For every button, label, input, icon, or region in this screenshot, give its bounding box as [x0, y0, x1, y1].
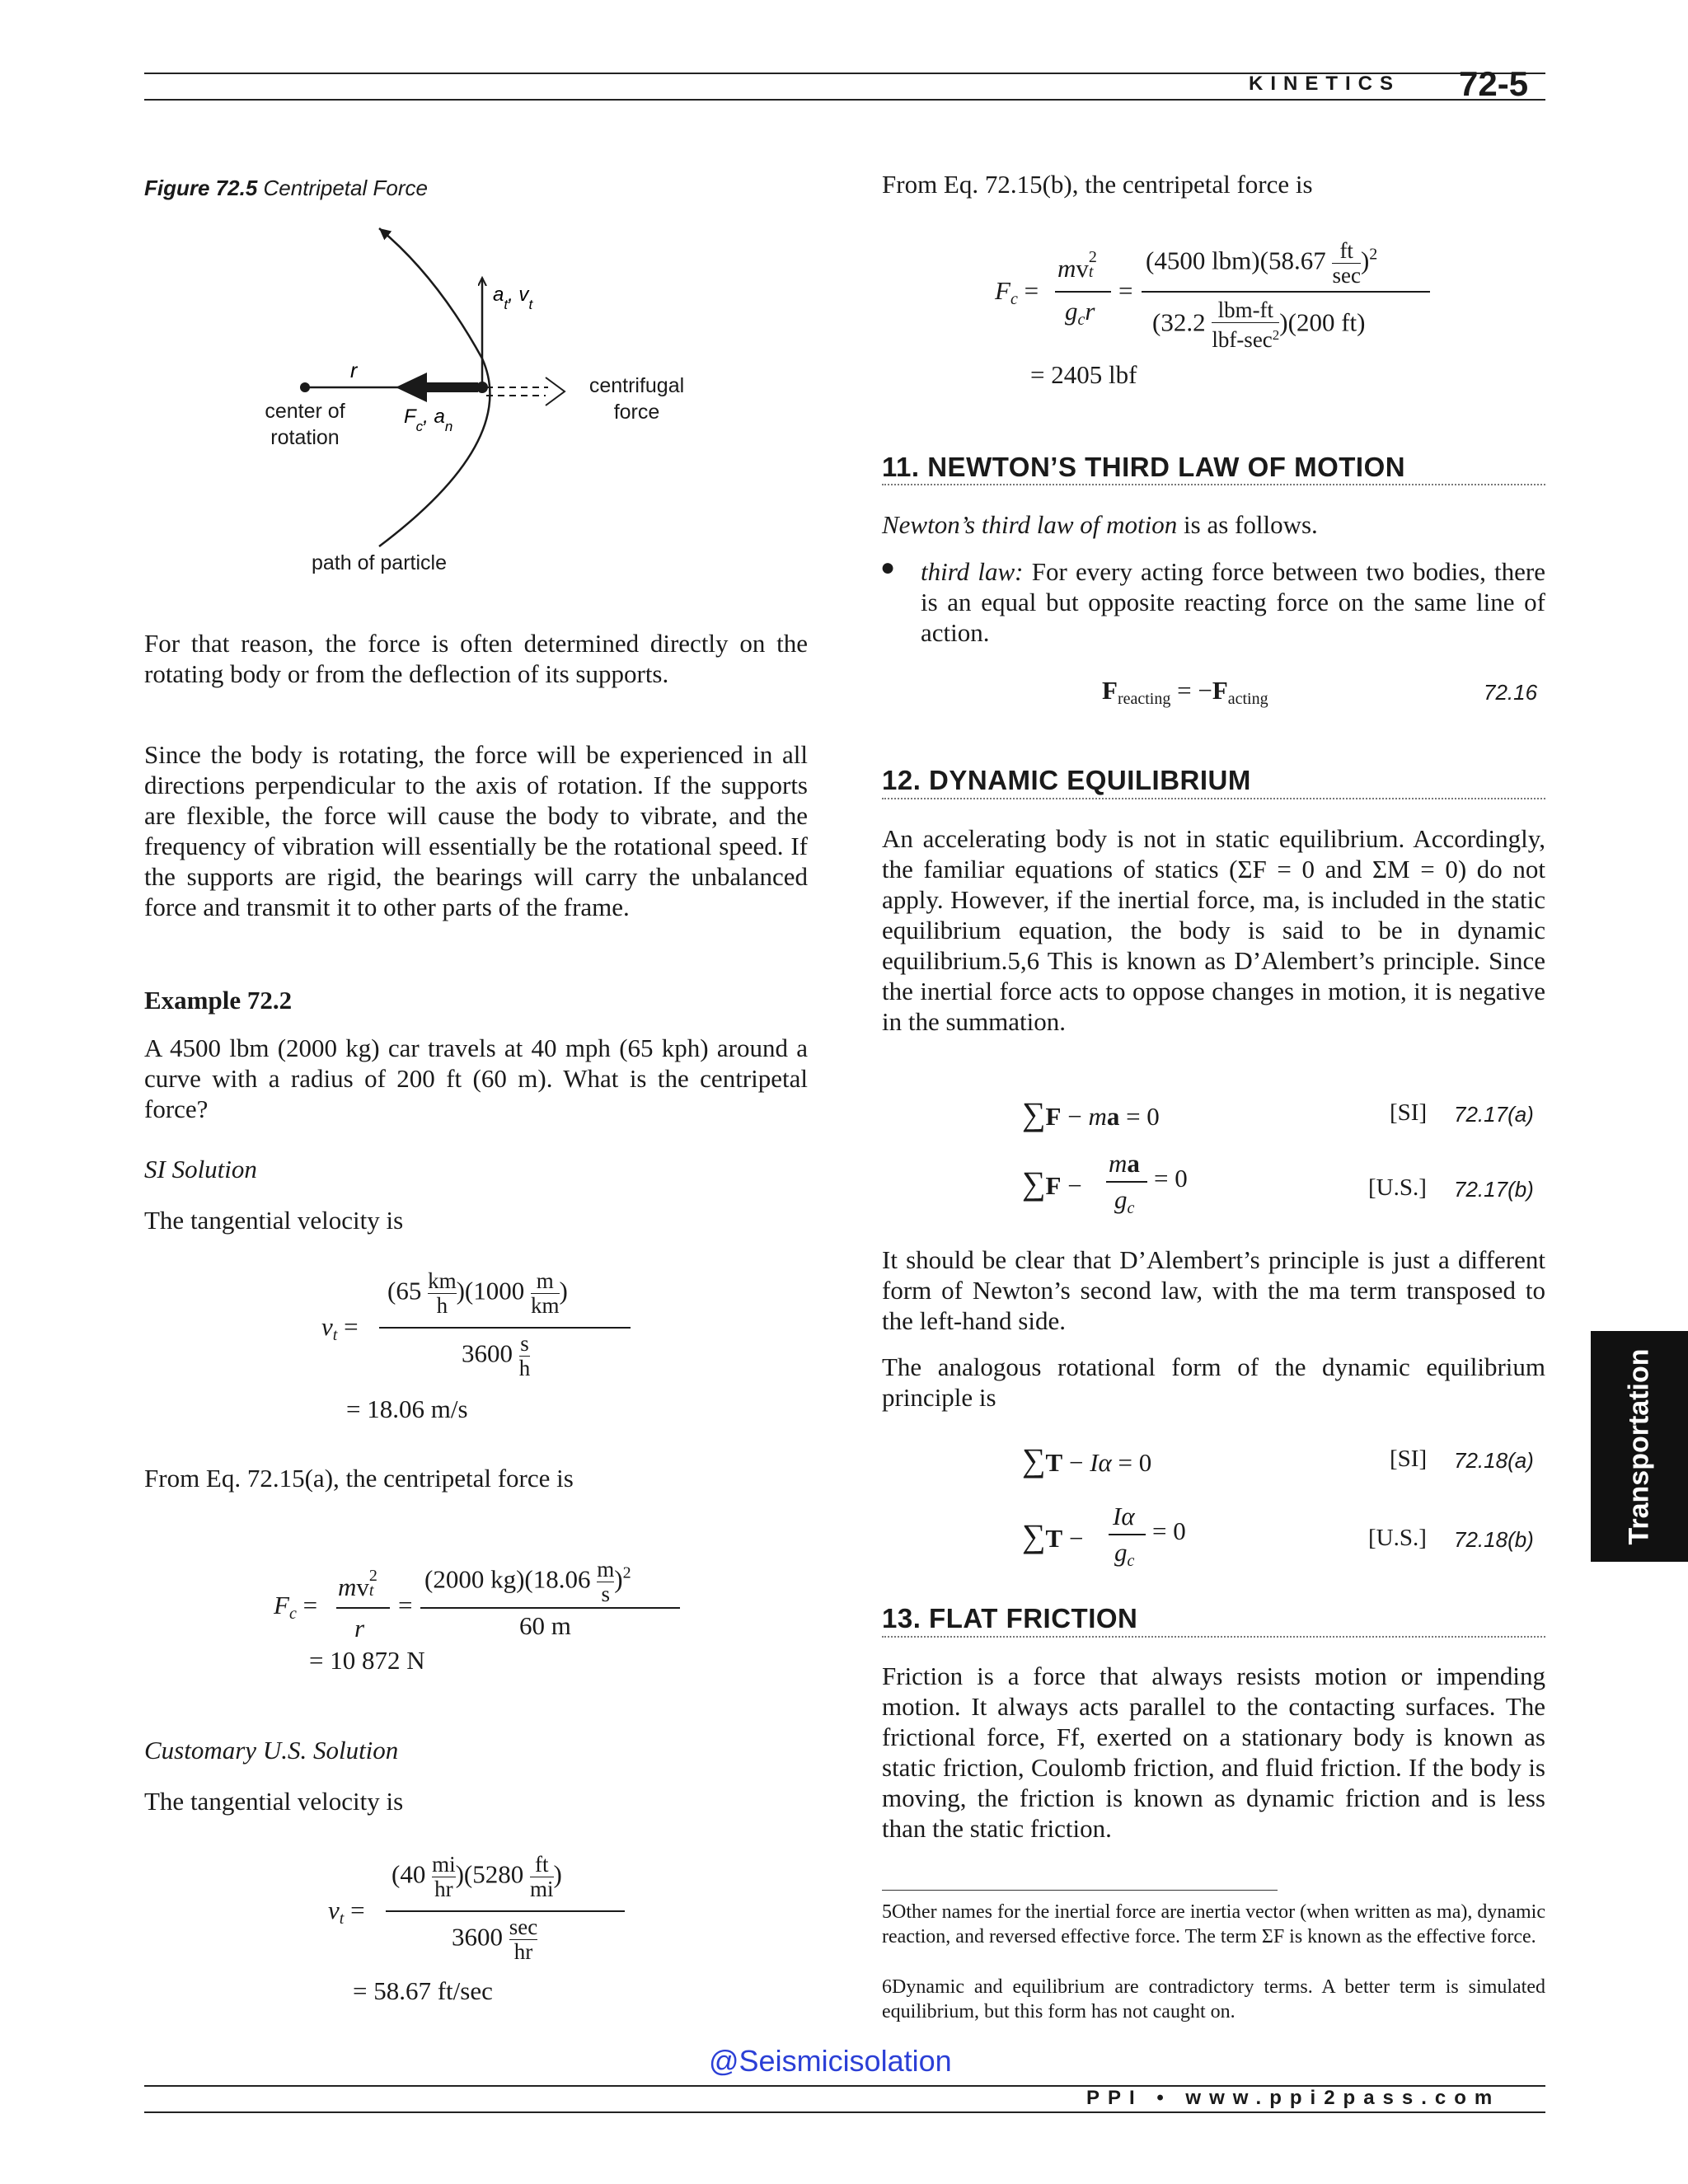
label-path-of-particle: path of particle	[312, 551, 447, 574]
newtons-third-law-term: Newton’s third law of motion	[882, 510, 1178, 539]
section-13-heading: 13. FLAT FRICTION	[882, 1603, 1138, 1633]
running-title: KINETICS	[1249, 73, 1401, 95]
tangential-velocity-text-us: The tangential velocity is	[144, 1787, 404, 1816]
equation-number-72-18b: 72.18(b)	[1454, 1527, 1534, 1552]
figure-caption-title: Centripetal Force	[263, 176, 428, 200]
figure-caption-label: Figure 72.5	[144, 176, 258, 200]
footer-url: PPI • www.ppi2pass.com	[1086, 2087, 1501, 2109]
paragraph-rotating-body: Since the body is rotating, the force will be experienced in all directions perpendicular to the axis of rotation. If the supports are flexible, the force will cause the body to vibrate, and the frequency of vibration will essentially be the rotational speed. If the supports are rigid, the bearings will carry the unbalanced force and transmit it to other parts of the frame.	[144, 740, 808, 921]
section-12-heading: 12. DYNAMIC EQUILIBRIUM	[882, 765, 1251, 795]
si-vt-result: = 18.06 m/s	[346, 1394, 468, 1423]
section-13-paragraph-1: Friction is a force that always resists motion or impending motion. It always acts parallel to the contacting surfaces. The frictional force, Ff, exerted on a stationary body is known as static friction, Coulomb friction, and fluid friction. If the body is moving, the friction is known as dynamic friction and is less than the static friction.	[882, 1661, 1545, 1843]
us-fc-result: = 2405 lbf	[1030, 360, 1137, 389]
section-side-tab	[1591, 1331, 1688, 1562]
side-tab-label: Transportation	[1623, 1347, 1655, 1545]
example-title: Example 72.2	[144, 986, 293, 1015]
page-number: 72-5	[1459, 64, 1529, 103]
tangential-velocity-text-si: The tangential velocity is	[144, 1206, 404, 1235]
tag-si-72-17a: [SI]	[1390, 1099, 1428, 1126]
third-law-text: For every acting force between two bodies, there is an equal but opposite reacting force on the same line of action.	[921, 557, 1545, 647]
equation-number-72-18a: 72.18(a)	[1454, 1448, 1534, 1473]
equation-72-17a: ∑F − ma = 0	[1022, 1095, 1160, 1132]
section-12-paragraph-2: It should be clear that D’Alembert’s principle is just a different form of Newton’s second law, with the ma term transposed to the left-hand side.	[882, 1245, 1545, 1335]
tag-us-72-17b: [U.S.]	[1368, 1174, 1427, 1201]
label-centrifugal-line1: centrifugal	[588, 374, 685, 397]
label-center-line1: center of	[265, 400, 345, 423]
header-rule-bottom	[144, 99, 1545, 101]
watermark: @Seismicisolation	[709, 2044, 952, 2078]
equation-72-18a: ∑T − Iα = 0	[1022, 1441, 1152, 1479]
section-12-paragraph-3: The analogous rotational form of the dynamic equilibrium principle is	[882, 1352, 1545, 1412]
us-vt-result: = 58.67 ft/sec	[353, 1976, 493, 2005]
footnote-rule	[882, 1890, 1278, 1891]
section-13-rule	[882, 1636, 1545, 1638]
equation-number-72-17b: 72.17(b)	[1454, 1177, 1534, 1202]
equation-number-72-16: 72.16	[1484, 680, 1538, 705]
section-11-bullet	[921, 556, 1545, 648]
figure-caption	[144, 176, 428, 201]
newtons-third-law-intro-rest: is as follows.	[1177, 510, 1318, 539]
footnote-6: 6Dynamic and equilibrium are contradictory terms. A better term is simulated equilibrium, but this form has not caught on.	[882, 1976, 1545, 2022]
paragraph-force-determination: For that reason, the force is often determined directly on the rotating body or from the deflection of its supports.	[144, 629, 808, 688]
label-centrifugal-force	[569, 373, 705, 425]
footnote-5: 5Other names for the inertial force are inertia vector (when written as ma), dynamic reaction, and reversed effective force. The term ΣF is known as the effective force.	[882, 1901, 1545, 1947]
section-11-heading: 11. NEWTON’S THIRD LAW OF MOTION	[882, 452, 1406, 482]
label-fc-an: $F_c$, $a_n$	[404, 405, 453, 434]
section-12-rule	[882, 798, 1545, 799]
label-center-of-rotation	[247, 398, 363, 451]
from-eq-a-text: From Eq. 72.15(a), the centripetal force is	[144, 1464, 574, 1493]
si-fc-result: = 10 872 N	[309, 1646, 425, 1675]
equation-72-16: $F_{reacting} = -F_{acting}$	[1102, 676, 1268, 708]
equation-number-72-17a: 72.17(a)	[1454, 1102, 1534, 1127]
section-12-paragraph-1: An accelerating body is not in static equilibrium. Accordingly, the familiar equations of statics (ΣF = 0 and ΣM = 0) do not apply. However, if the inertial force, ma, is included in the static equilibrium equation, the body is said to be in dynamic equilibrium.5,6 This is known as D’Alembert’s principle. Since the inertial force acts to oppose changes in motion, it is negative in the summation.	[882, 824, 1545, 1036]
particle-point	[476, 382, 488, 393]
bullet-icon: ●	[880, 554, 896, 581]
third-law-term: third law:	[921, 557, 1024, 586]
label-centrifugal-line2: force	[613, 401, 660, 424]
footer-rule-bottom	[144, 2111, 1545, 2113]
from-eq-b-text: From Eq. 72.15(b), the centripetal force is	[882, 170, 1313, 199]
tag-si-72-18a: [SI]	[1390, 1446, 1428, 1472]
center-point	[300, 382, 310, 392]
tag-us-72-18b: [U.S.]	[1368, 1525, 1427, 1551]
section-11-intro	[882, 509, 1545, 540]
section-11-rule	[882, 484, 1545, 485]
example-problem: A 4500 lbm (2000 kg) car travels at 40 mph (65 kph) around a curve with a radius of 200 ft (60 m). What is the centripetal force?	[144, 1033, 808, 1123]
label-r: r	[350, 359, 358, 382]
us-solution-heading: Customary U.S. Solution	[144, 1736, 399, 1765]
si-solution-heading: SI Solution	[144, 1155, 257, 1183]
label-at-vt: $a_t$, $v_t$	[493, 284, 533, 312]
label-center-line2: rotation	[270, 426, 340, 449]
page: KINETICS 72-5 Figure 72.5 Centripetal Force $a_t$, $v_t$ r $F_c$, $a_n$ center of rotation centrifugal force path of particle For that reason, the force is often determined directly on the rotating body or from the deflection of its supports. Since the body is rotating, the force will be experienced in all directions perpendicular to the axis of rotation. If the supports are flexible, the force will cause the body to vibrate, and the frequency of vibration will essentially be the rotational speed. If the supports are rigid, the bearings will carry the unbalanced force and transmit it to other parts of the frame. Example 72.2 A 4500 lbm (2000 kg) car travels at 40 mph (65 kph) around a curve with a radius of 200 ft (60 m). What is the centripetal force? SI Solution The tangential velocity is $v_t$ = (65 km h)(1000 m km) 3600 s h = 18.06 m/s From Eq. 72.15(a), the centripetal force is $F_c$ = mv 2 t r = (2000 kg)(18.06 m s)$^2$ 60 m = 10 872 N Customary U.S. Solution The tangential velocity is $v_t$ = (40 mi hr)(5280 ft mi) 3600 sec hr = 58.67 ft/sec From Eq. 72.15(b), the centripetal force is $F_c$ = mv 2 t $g_cr$ = (4500 lbm)(58.67 ft sec)$^2$ (32.2 lbm-ft lbf-$\sec^2)(200$ ft) = 2405 lbf 11. NEWTON’S THIRD LAW OF MOTION Newton’s third law of motion is as follows. ● third law: For every acting force between two bodies, there is an equal but opposite reacting force on the same line of action. $F_{reacting} = -F_{acting}$ 72.16 12. DYNAMIC EQUILIBRIUM An accelerating body is not in static equilibrium. Accordingly, the familiar equations of statics (ΣF = 0 and ΣM = 0) do not apply. However, if the inertial force, ma, is included in the static equilibrium equation, the body is said to be in dynamic equilibrium.5,6 This is known as D’Alembert’s principle. Since the inertial force acts to oppose changes in motion, it is negative in the summation. ∑F − ma = 0 [SI] 72.17(a) ∑F − ma $g_c$ = 0 [U.S.] 72.17(b) It should be clear that D’Alembert’s principle is just a different form of Newton’s second law, with the ma term transposed to the left-hand side. The analogous rotational form of the dynamic equilibrium principle is ∑T − Iα = 0 [SI] 72.18(a) ∑T − Iα $g_c$ = 0 [U.S.] 72.18(b) 13. FLAT FRICTION Friction is a force that always resists motion or impending motion. It always acts parallel to the contacting surfaces. The frictional force, Ff, exerted on a stationary body is known as static friction, Coulomb friction, and fluid friction. If the body is moving, the friction is known as dynamic friction and is less than the static friction. 5Other names for the inertial force are inertia vector (when written as ma), dynamic reaction, and reversed effective force. The term ΣF is known as the effective force. 6Dynamic and equilibrium are contradictory terms. A better term is simulated equilibrium, but this form has not caught on. Transportation @Seismicisolation PPI • www.ppi2pass.com	[0, 0, 1688, 2184]
